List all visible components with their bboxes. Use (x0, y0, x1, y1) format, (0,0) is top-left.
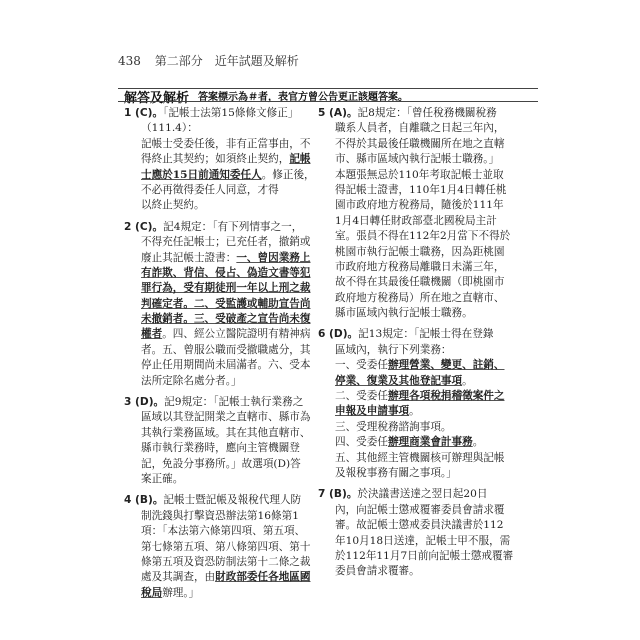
highlighted-text: 有詐欺、背信、侵占、偽造文書等犯 (141, 266, 311, 279)
answer-text: 得終止其契約；如須終止契約， (141, 153, 290, 166)
highlighted-text: 未撤銷者。三、受破產之宣告尚未復 (141, 313, 311, 326)
answer-line (124, 395, 318, 410)
highlighted-text: 申報及申請事項 (335, 405, 410, 418)
answer-line (318, 487, 520, 502)
answer-text: 其執行業務區域。其在其他直轄市、 (141, 426, 311, 439)
answer-line (318, 183, 520, 198)
answer-text: 市、縣市區域內執行記帳士職務。」 (335, 153, 500, 166)
answer-line (318, 420, 520, 435)
answer-line (318, 260, 520, 275)
answer-line (124, 509, 318, 524)
answer-line (318, 275, 520, 290)
answer-item (318, 106, 520, 321)
answer-line (124, 198, 318, 213)
answer-line (124, 493, 318, 508)
answer-text: 記8規定：「曾任稅務機關稅務 (357, 107, 497, 119)
answer-line (318, 549, 520, 564)
answer-number: 1 (C)。 (124, 107, 164, 119)
answer-text: 案正確。 (141, 472, 184, 485)
answer-number: 3 (D)。 (124, 396, 165, 409)
answer-line (318, 229, 520, 244)
answer-item (124, 493, 318, 601)
answer-line (318, 245, 520, 260)
answer-text: 1月4日轉任財政部臺北國稅局主計 (335, 214, 497, 227)
answer-text: 法所定除名處分者。」 (141, 374, 242, 387)
answer-text: 三、受理稅務諮詢事項。 (335, 420, 452, 433)
answer-text: 桃園市執行記帳士職務，因為距桃園 (335, 245, 505, 258)
answer-text: 一、受委任 (335, 359, 388, 372)
answer-text: 本題張無忌於110年考取記帳士並取 (335, 168, 504, 181)
answer-line (124, 281, 318, 296)
section-title: 解答及解析 (124, 91, 190, 106)
answer-text: 室。張員不得在112年2月當下不得於 (335, 230, 511, 243)
answer-text: 五、其他經主管機關核可辦理與記帳 (335, 451, 505, 464)
highlighted-text: 士應於15日前通知委任人 (141, 168, 262, 181)
answer-line (124, 220, 318, 235)
answer-text: 四、受委任 (335, 436, 388, 449)
left-answer-column (124, 106, 318, 607)
answer-line (124, 312, 318, 327)
answer-line (318, 435, 520, 450)
answer-line (124, 441, 318, 456)
answer-text: 。 (462, 374, 473, 387)
answer-text: 區域內，執行下列業務： (335, 343, 452, 356)
answer-number: 5 (A)。 (318, 107, 358, 119)
page-number: 438 (118, 54, 141, 68)
answer-item (318, 327, 520, 481)
answer-line (124, 327, 318, 342)
answer-line (124, 524, 318, 539)
answer-text: 於112年11月7日前向記帳士懲戒覆審 (335, 549, 514, 562)
answer-line (124, 410, 318, 425)
answer-line (124, 168, 318, 183)
answer-line (318, 291, 520, 306)
answer-text: 記帳士暨記帳及報稅代理人防 (163, 494, 302, 507)
answer-text: （111.4）： (141, 122, 198, 135)
answer-text: 者。五、曾服公職而受撤職處分，其 (141, 343, 311, 356)
answer-line (318, 518, 520, 533)
answer-item (124, 395, 318, 487)
answer-line (124, 121, 318, 136)
right-answer-column (318, 106, 520, 586)
answer-line (318, 137, 520, 152)
answer-text: 市政府地方稅務局離職日未滿三年， (335, 260, 505, 273)
answer-text: 得記帳士證書，110年1月4日轉任桃 (335, 183, 507, 196)
answer-line (124, 472, 318, 487)
page-header (118, 52, 538, 68)
highlighted-text: 辦理商業會計事務 (387, 436, 473, 449)
answer-line (124, 137, 318, 152)
answer-text: 停止任用期間尚未屆滿者。六、受本 (141, 359, 311, 372)
highlighted-text: 判確定者。二、受監護或輔助宣告尚 (141, 297, 311, 310)
answer-line (318, 466, 520, 481)
answer-text: 職系人員者，自離職之日起三年內， (335, 122, 505, 135)
answer-line (318, 374, 520, 389)
answer-text: 第七條第五項、第八條第四項、第十 (141, 540, 311, 553)
answer-text: 以終止契約。 (141, 199, 205, 212)
highlighted-text: 罪行為，受有期徒刑一年以上刑之裁 (141, 282, 311, 295)
answer-text: 不必再徵得委任人同意，才得 (141, 183, 279, 196)
answer-text: 。 (472, 436, 484, 449)
answer-line (318, 121, 520, 136)
highlighted-text: 記帳 (289, 153, 311, 166)
answer-line (124, 106, 318, 121)
answer-text: 委員會請求覆審。 (335, 565, 420, 578)
answer-text: 園市政府地方稅務局，隨後於111年 (335, 199, 504, 212)
running-title: 第二部分 近年試題及解析 (154, 54, 299, 68)
answer-text: 制洗錢與打擊資恐辦法第16條第1 (141, 509, 299, 522)
answer-text: 內，向記帳士懲戒覆審委員會請求覆 (335, 503, 505, 516)
answer-line (318, 343, 520, 358)
answer-line (318, 564, 520, 579)
answer-line (318, 389, 520, 404)
answer-line (318, 152, 520, 167)
answer-text: 縣市區域內執行記帳士職務。 (335, 307, 473, 320)
answer-line (318, 198, 520, 213)
answer-line (124, 358, 318, 373)
section-note: 答案標示為＃者，表官方曾公告更正該題答案。 (198, 92, 408, 103)
highlighted-text: 辦理各項稅捐稽徵案件之 (387, 390, 505, 403)
answer-number: 2 (C)。 (124, 220, 164, 233)
answer-text: 記，免設分事務所。」故選項(D)答 (141, 457, 301, 470)
answer-line (124, 570, 318, 585)
answer-text: 及報稅事務有關之事項。」 (335, 466, 457, 479)
answer-text: 辦理。」 (162, 586, 200, 599)
section-bottom-rule (118, 101, 538, 102)
answer-line (124, 343, 318, 358)
answer-line (318, 106, 520, 121)
answer-line (124, 374, 318, 389)
answer-number: 7 (B)。 (318, 488, 358, 501)
answer-number: 6 (D)。 (318, 328, 359, 341)
answer-line (318, 168, 520, 183)
answer-number: 4 (B)。 (124, 494, 164, 507)
answer-item (318, 487, 520, 579)
answer-text: 記帳士受委任後，非有正當事由，不 (141, 137, 311, 150)
answer-line (124, 426, 318, 441)
answer-line (124, 540, 318, 555)
answer-line (124, 266, 318, 281)
answer-line (318, 214, 520, 229)
answer-text: 年10月18日送達，記帳士甲不服，需 (335, 534, 511, 547)
answer-text: 。修正後， (261, 168, 315, 181)
answer-text: 記9規定：「記帳士執行業務之 (164, 396, 304, 409)
answer-text: 記13規定：「記帳士得在登錄 (358, 328, 494, 341)
answer-line (124, 235, 318, 250)
answer-line (318, 306, 520, 321)
highlighted-text: 辦理營業、變更、註銷、 (387, 359, 505, 372)
answer-line (124, 297, 318, 312)
answer-text: 廢止其記帳士證書： (141, 251, 237, 264)
answer-item (124, 220, 318, 389)
answer-text: 不得於其最後任職機關所在地之直轄 (335, 137, 505, 150)
answer-text: 區域以其登記開業之直轄市、縣市為 (141, 411, 311, 424)
answer-line (124, 183, 318, 198)
answer-item (124, 106, 318, 214)
answer-text: 「記帳士法第15條條文修正」 (163, 107, 299, 119)
answer-line (318, 327, 520, 342)
highlighted-text: 稅局 (141, 586, 163, 599)
answer-text: 政府地方稅務局）所在地之直轄市、 (335, 291, 505, 304)
answer-text: 二、受委任 (335, 390, 388, 403)
answer-line (124, 251, 318, 266)
answer-text: 故不得在其最後任職機關（即桃園市 (335, 276, 505, 289)
answer-line (124, 152, 318, 167)
answer-text: 審。故記帳士懲戒委員決議書於112 (335, 519, 504, 532)
answer-text: 項：「本法第六條第四項、第五項、 (141, 525, 306, 538)
answer-line (318, 503, 520, 518)
answer-line (124, 457, 318, 472)
answer-text: 記4規定：「有下列情事之一， (163, 220, 303, 233)
answer-text: 於決議書送達之翌日起20日 (357, 488, 488, 501)
highlighted-text: 一、曾因業務上 (236, 251, 311, 264)
answer-line (318, 358, 520, 373)
answer-text: 。四、經公立醫院證明有精神病 (162, 328, 311, 341)
highlighted-text: 財政部委任各地區國 (215, 571, 311, 584)
answer-text: 縣市執行業務時，應向主管機關登 (141, 442, 300, 455)
answer-text: 不得充任記帳士；已充任者，撤銷或 (141, 236, 311, 249)
answer-line (124, 586, 318, 601)
answer-line (124, 555, 318, 570)
answer-line (318, 534, 520, 549)
answer-text: 條第五項及資恐防制法第十二條之裁 (141, 555, 311, 568)
highlighted-text: 停業、復業及其他登記事項 (335, 374, 463, 387)
answer-line (318, 451, 520, 466)
answer-text: 處及其調查，由 (141, 571, 216, 584)
answer-text: 。 (409, 405, 420, 418)
answer-line (318, 404, 520, 419)
highlighted-text: 權者 (141, 328, 163, 341)
